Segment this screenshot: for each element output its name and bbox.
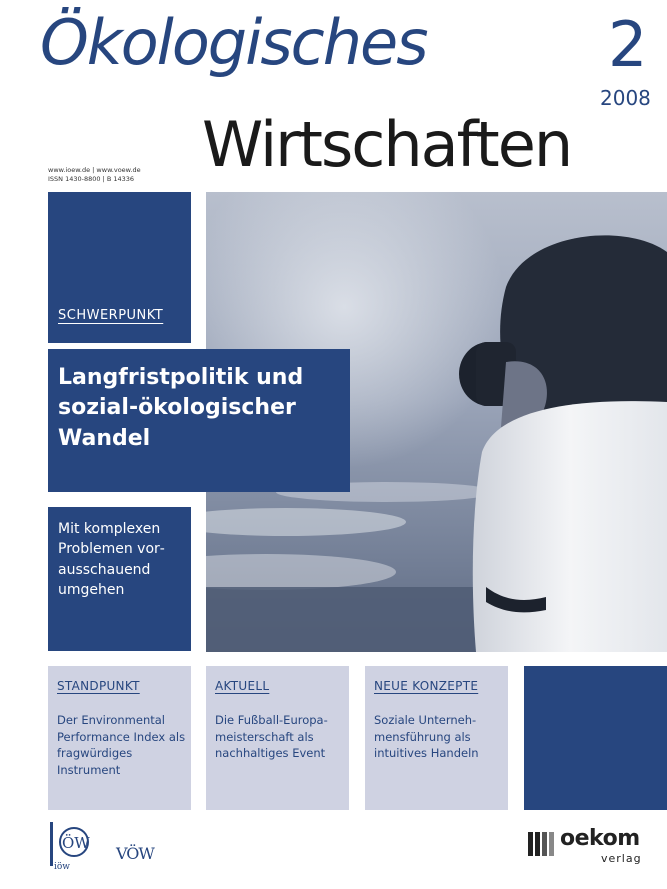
issue-year: 2008 — [600, 86, 651, 110]
website-line: www.ioew.de | www.voew.de — [48, 166, 141, 174]
schwerpunkt-panel — [48, 192, 191, 343]
issue-number: 2 — [608, 8, 648, 81]
ioew-logo-top: ÖW — [62, 834, 90, 852]
section-label-schwerpunkt[interactable]: SCHWERPUNKT — [58, 308, 164, 323]
card-text-neue-konzepte: Soziale Unternehmensführung als intuitives Handeln — [374, 713, 479, 761]
card-neue-konzepte[interactable] — [365, 666, 508, 810]
title-line-2: Wirtschaften — [202, 108, 572, 181]
issn-line: ISSN 1430-8800 | B 14336 — [48, 175, 135, 183]
oekom-logo-icon — [526, 828, 556, 858]
ioew-logo-text: iöw — [54, 862, 71, 872]
voew-logo-text: VÖW — [116, 844, 154, 863]
card-standpunkt[interactable] — [48, 666, 191, 810]
card-text-standpunkt: Der Environmental Performance Index als fragwürdiges Instrument — [57, 713, 186, 778]
title-line-1: Ökologisches — [40, 6, 427, 79]
subheadline-panel — [48, 507, 191, 651]
subheadline: Mit komplexen Problemen vorausschauend umgehen — [58, 521, 165, 598]
publisher-name: oekom — [560, 826, 640, 851]
headline-panel — [48, 349, 350, 492]
card-aktuell[interactable] — [206, 666, 349, 810]
publisher-sub: verlag — [601, 852, 642, 865]
decorative-blue-block — [524, 666, 667, 810]
card-label-standpunkt[interactable]: STANDPUNKT — [57, 679, 140, 693]
card-label-aktuell[interactable]: AKTUELL — [215, 679, 270, 693]
card-label-neue-konzepte[interactable]: NEUE KONZEPTE — [374, 679, 479, 693]
main-headline[interactable]: Langfristpolitik und sozial-ökologischer Wandel — [58, 365, 304, 451]
card-text-aktuell: Die Fußball-Europameisterschaft als nachhaltiges Event — [215, 713, 328, 761]
